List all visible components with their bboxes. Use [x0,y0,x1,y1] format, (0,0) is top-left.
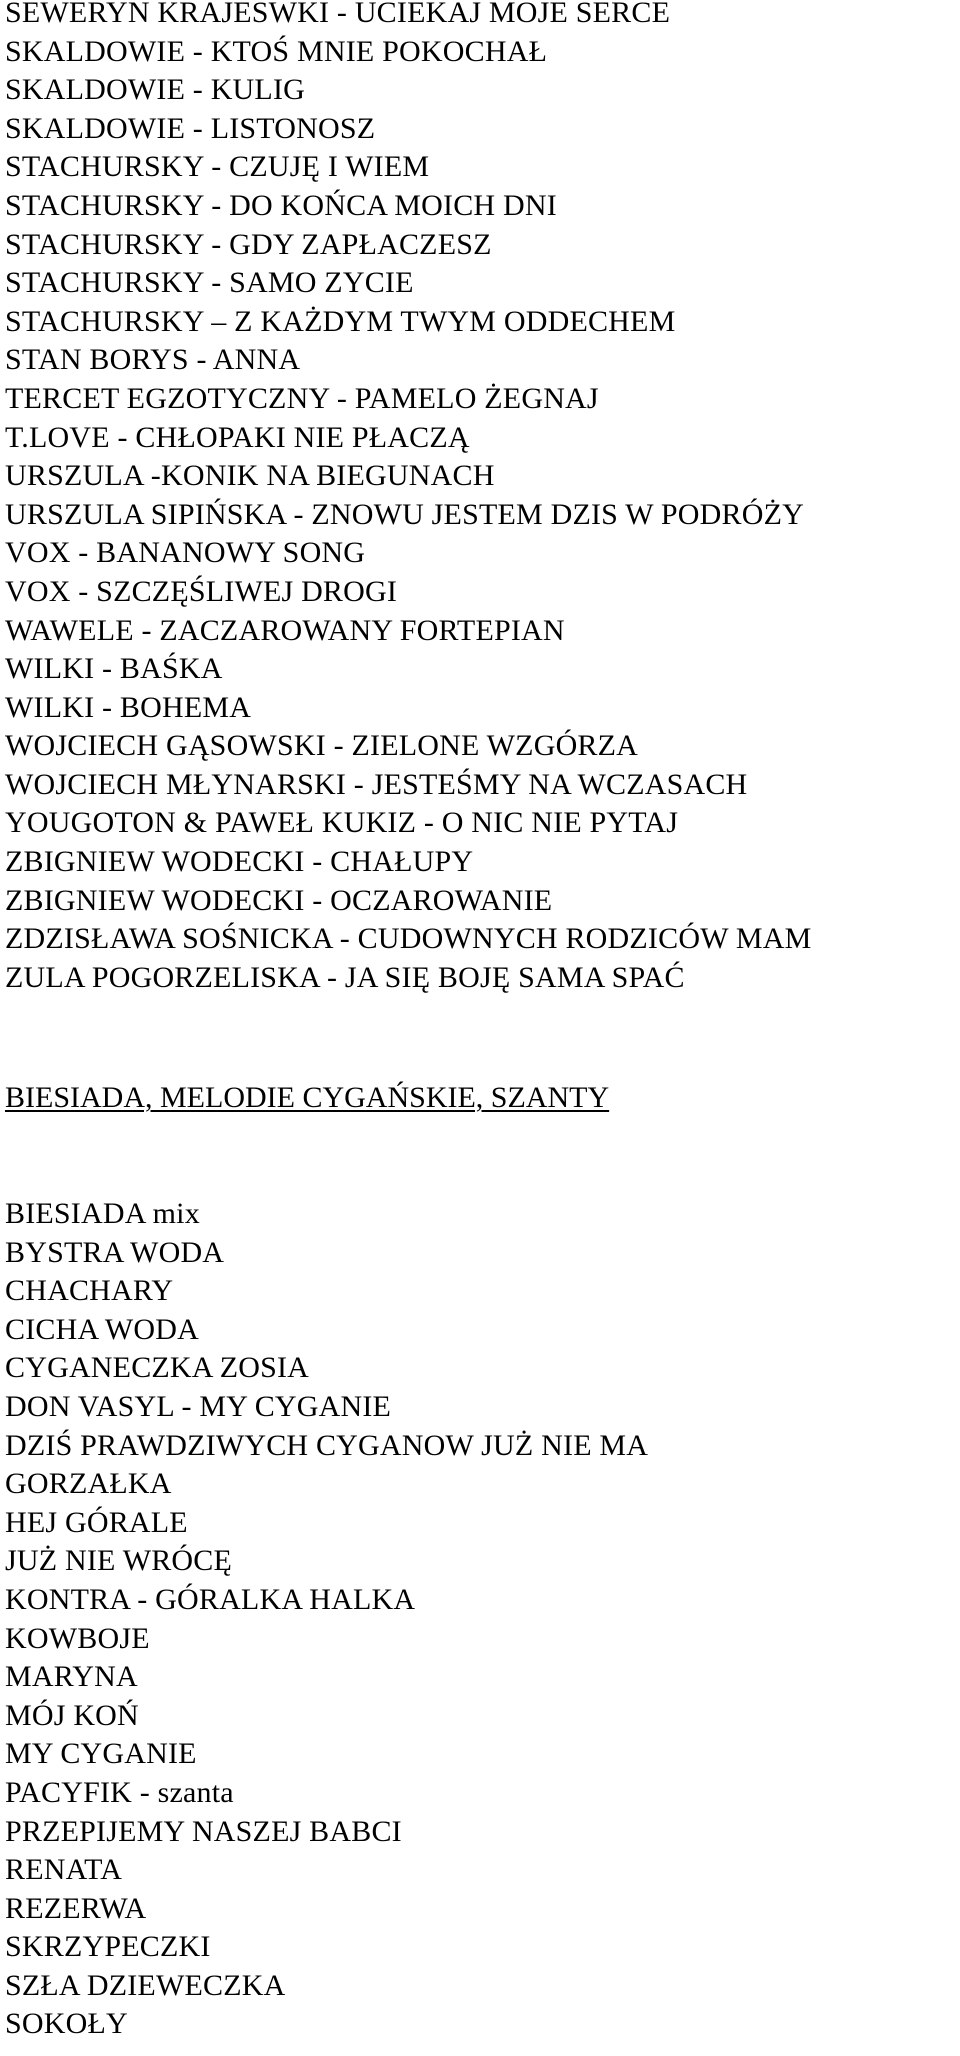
song-item: STACHURSKY - DO KOŃCA MOICH DNI [5,188,557,222]
song-item: URSZULA -KONIK NA BIEGUNACH [5,459,495,493]
song-item: RENATA [5,1853,123,1887]
song-item: ZDZISŁAWA SOŚNICKA - CUDOWNYCH RODZICÓW MAM [5,922,812,956]
song-item: WOJCIECH MŁYNARSKI - JESTEŚMY NA WCZASACH [5,767,748,801]
song-item: SKALDOWIE - LISTONOSZ [5,111,376,145]
song-item: ZBIGNIEW WODECKI - OCZAROWANIE [5,883,553,917]
song-item: PRZEPIJEMY NASZEJ BABCI [5,1814,402,1848]
song-item: MARYNA [5,1660,138,1694]
song-item: JUŻ NIE WRÓCĘ [5,1544,233,1578]
song-item: KONTRA - GÓRALKA HALKA [5,1582,416,1616]
song-item: STAN BORYS - ANNA [5,343,301,377]
song-item: PACYFIK - szanta [5,1775,234,1809]
song-item: VOX - SZCZĘŚLIWEJ DROGI [5,574,398,608]
song-item: STACHURSKY – Z KAŻDYM TWYM ODDECHEM [5,304,676,338]
song-item: WOJCIECH GĄSOWSKI - ZIELONE WZGÓRZA [5,729,639,763]
song-item: CICHA WODA [5,1312,199,1346]
song-item: STACHURSKY - CZUJĘ I WIEM [5,150,430,184]
song-item: DON VASYL - MY CYGANIE [5,1389,392,1423]
song-item: HEJ GÓRALE [5,1505,188,1539]
song-item: STACHURSKY - SAMO ZYCIE [5,266,414,300]
song-item: STACHURSKY - GDY ZAPŁACZESZ [5,227,492,261]
song-item: BIESIADA mix [5,1197,200,1230]
song-item: REZERWA [5,1891,147,1925]
song-item: ZBIGNIEW WODECKI - CHAŁUPY [5,845,474,879]
song-item: VOX - BANANOWY SONG [5,536,366,570]
song-item: ZULA POGORZELISKA - JA SIĘ BOJĘ SAMA SPAĆ [5,960,685,994]
song-item: YOUGOTON & PAWEŁ KUKIZ - O NIC NIE PYTAJ [5,806,679,840]
song-item: WILKI - BAŚKA [5,652,223,686]
song-item: KOWBOJE [5,1621,150,1655]
song-item: WAWELE - ZACZAROWANY FORTEPIAN [5,613,565,647]
song-item: TERCET EGZOTYCZNY - PAMELO ŻEGNAJ [5,381,599,415]
song-list-top [5,0,812,997]
song-item: WILKI - BOHEMA [5,690,252,724]
song-item: BYSTRA WODA [5,1235,225,1269]
song-item: MÓJ KOŃ [5,1698,139,1732]
song-item: CYGANECZKA ZOSIA [5,1351,310,1385]
song-item: URSZULA SIPIŃSKA - ZNOWU JESTEM DZIS W PODRÓŻY [5,497,804,531]
song-item: SOKOŁY [5,2007,128,2041]
song-list-bottom [5,1195,648,2044]
song-item: MY CYGANIE [5,1737,197,1771]
song-item: CHACHARY [5,1274,174,1308]
song-item: T.LOVE - CHŁOPAKI NIE PŁACZĄ [5,420,470,454]
song-item: SEWERYN KRAJESWKI - UCIEKAJ MOJE SERCE [5,0,671,29]
song-item: SZŁA DZIEWECZKA [5,1968,286,2002]
song-item: DZIŚ PRAWDZIWYCH CYGANOW JUŻ NIE MA [5,1428,649,1462]
song-item: GORZAŁKA [5,1467,172,1501]
song-item: SKRZYPECZKI [5,1930,211,1964]
song-item: SKALDOWIE - KULIG [5,73,306,107]
section-heading: BIESIADA, MELODIE CYGAŃSKIE, SZANTY [5,1081,610,1114]
song-item: SKALDOWIE - KTOŚ MNIE POKOCHAŁ [5,34,548,68]
